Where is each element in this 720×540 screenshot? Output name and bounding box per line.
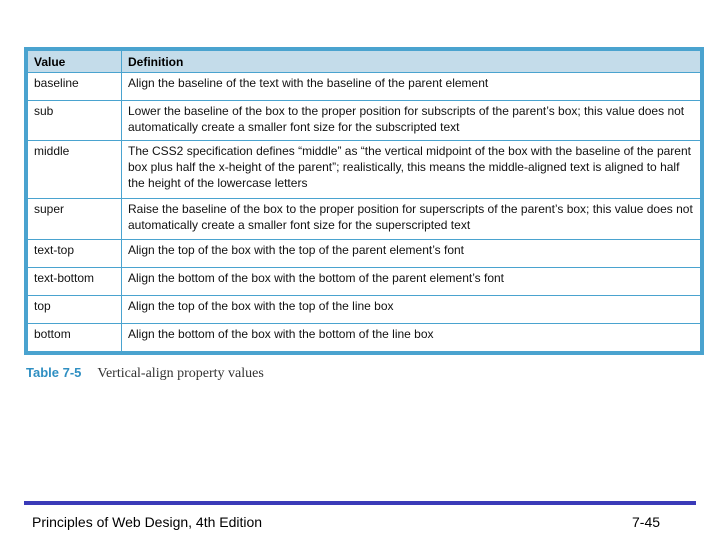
table-row: [28, 141, 701, 199]
value-cell: text-bottom: [28, 267, 122, 295]
definition-cell: Align the top of the box with the top of the line box: [122, 295, 701, 323]
vertical-align-table: [24, 47, 704, 355]
value-cell: bottom: [28, 323, 122, 351]
definition-cell: Align the bottom of the box with the bottom of the parent element’s font: [122, 267, 701, 295]
definition-cell: Align the top of the box with the top of the parent element’s font: [122, 239, 701, 267]
footer-book-title: Principles of Web Design, 4th Edition: [32, 514, 263, 530]
value-cell: top: [28, 295, 122, 323]
value-cell: text-top: [28, 239, 122, 267]
table-row: [28, 239, 701, 267]
definition-cell: Raise the baseline of the box to the proper position for superscripts of the parent’s box; this value does not automatically create a smaller font size for the superscripted text: [122, 199, 701, 239]
definition-cell: Lower the baseline of the box to the proper position for subscripts of the parent’s box; this value does not automatically create a smaller font size for the subscripted text: [122, 101, 701, 141]
table-row: [28, 73, 701, 101]
value-cell: middle: [28, 141, 122, 199]
table-row: [28, 199, 701, 239]
value-cell: baseline: [28, 73, 122, 101]
footer-page-number: 7-45: [632, 514, 661, 530]
caption-number: Table 7-5: [26, 365, 82, 380]
definition-cell: The CSS2 specification defines “middle” as “the vertical midpoint of the box with the baseline of the parent box plus half the x-height of the parent”; realistically, this means the middle-aligned text is aligned to half the height of the lowercase letters: [122, 141, 701, 199]
values-table: [27, 50, 701, 352]
header-definition: Definition: [122, 51, 701, 73]
caption-text: Vertical-align property values: [97, 366, 264, 381]
header-value: Value: [28, 51, 122, 73]
table-header-row: [28, 51, 701, 73]
value-cell: sub: [28, 101, 122, 141]
table-row: [28, 267, 701, 295]
footer-divider: [24, 501, 696, 505]
table-row: [28, 323, 701, 351]
value-cell: super: [28, 199, 122, 239]
definition-cell: Align the bottom of the box with the bottom of the line box: [122, 323, 701, 351]
table-row: [28, 295, 701, 323]
definition-cell: Align the baseline of the text with the baseline of the parent element: [122, 73, 701, 101]
table-row: [28, 101, 701, 141]
table-caption: [26, 365, 264, 382]
